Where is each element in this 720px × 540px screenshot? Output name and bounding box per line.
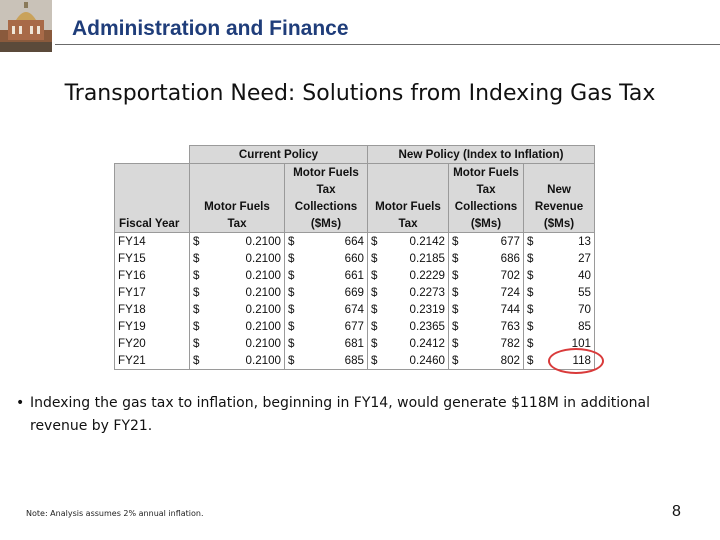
col-fiscal-year: Fiscal Year	[115, 164, 190, 233]
currency-symbol: $	[527, 337, 534, 350]
col-new-revenue: New Revenue ($Ms)	[524, 164, 595, 233]
bullet-text: Indexing the gas tax to inflation, beginning in FY14, would generate $118M in additional revenue by FY21.	[30, 395, 651, 434]
cell-fiscal-year: FY16	[115, 267, 190, 284]
col-motor-fuels-tax-current: Motor Fuels Tax	[190, 164, 285, 233]
cell-value: 686	[500, 252, 520, 265]
currency-symbol: $	[452, 286, 459, 299]
currency-symbol: $	[193, 337, 200, 350]
cell-value: 0.2100	[245, 354, 281, 367]
cell-value: 55	[578, 286, 591, 299]
cell-motor-fuels-tax-new	[368, 318, 449, 335]
currency-symbol: $	[371, 303, 378, 316]
currency-symbol: $	[288, 235, 295, 248]
current-policy-header: Current Policy	[190, 146, 368, 164]
cell-fiscal-year: FY19	[115, 318, 190, 335]
cell-value: 13	[578, 235, 591, 248]
cell-value: 744	[500, 303, 520, 316]
currency-symbol: $	[193, 235, 200, 248]
cell-value: 0.2100	[245, 269, 281, 282]
table-row	[115, 352, 595, 370]
cell-value: 669	[344, 286, 364, 299]
cell-collections-new	[449, 318, 524, 335]
cell-collections-current	[285, 352, 368, 370]
cell-value: 0.2100	[245, 286, 281, 299]
table-column-header-row	[115, 164, 595, 233]
cell-motor-fuels-tax-current	[190, 250, 285, 267]
highlight-circle	[548, 348, 604, 374]
cell-motor-fuels-tax-new	[368, 250, 449, 267]
cell-motor-fuels-tax-current	[190, 318, 285, 335]
cell-new-revenue	[524, 267, 595, 284]
currency-symbol: $	[288, 354, 295, 367]
currency-symbol: $	[371, 252, 378, 265]
currency-symbol: $	[527, 320, 534, 333]
currency-symbol: $	[371, 286, 378, 299]
table-row	[115, 301, 595, 318]
cell-collections-new	[449, 250, 524, 267]
currency-symbol: $	[452, 354, 459, 367]
cell-new-revenue	[524, 301, 595, 318]
cell-collections-current	[285, 301, 368, 318]
currency-symbol: $	[527, 303, 534, 316]
col-motor-fuels-tax-new: Motor Fuels Tax	[368, 164, 449, 233]
cell-new-revenue	[524, 318, 595, 335]
cell-collections-current	[285, 250, 368, 267]
currency-symbol: $	[193, 320, 200, 333]
cell-fiscal-year: FY21	[115, 352, 190, 370]
bullet-point	[16, 392, 700, 438]
cell-fiscal-year: FY14	[115, 233, 190, 251]
cell-value: 0.2319	[409, 303, 445, 316]
cell-motor-fuels-tax-new	[368, 267, 449, 284]
table-group-header-row	[115, 146, 595, 164]
currency-symbol: $	[527, 354, 534, 367]
currency-symbol: $	[371, 320, 378, 333]
currency-symbol: $	[527, 252, 534, 265]
cell-value: 0.2460	[409, 354, 445, 367]
cell-collections-current	[285, 335, 368, 352]
cell-collections-new	[449, 267, 524, 284]
cell-value: 782	[500, 337, 520, 350]
table-row	[115, 284, 595, 301]
cell-fiscal-year: FY15	[115, 250, 190, 267]
cell-value: 101	[571, 337, 591, 350]
cell-value: 661	[344, 269, 364, 282]
header-title: Administration and Finance	[72, 17, 349, 40]
table-row	[115, 233, 595, 251]
cell-value: 677	[344, 320, 364, 333]
currency-symbol: $	[527, 269, 534, 282]
cell-value: 724	[500, 286, 520, 299]
currency-symbol: $	[193, 269, 200, 282]
cell-fiscal-year: FY20	[115, 335, 190, 352]
cell-value: 0.2229	[409, 269, 445, 282]
currency-symbol: $	[452, 303, 459, 316]
gas-tax-table	[114, 145, 595, 370]
cell-value: 0.2100	[245, 320, 281, 333]
cell-collections-current	[285, 284, 368, 301]
col-collections-current: Motor Fuels Tax Collections ($Ms)	[285, 164, 368, 233]
cell-value: 664	[344, 235, 364, 248]
cell-collections-new	[449, 335, 524, 352]
new-policy-header: New Policy (Index to Inflation)	[368, 146, 595, 164]
table-row	[115, 267, 595, 284]
cell-value: 118	[572, 354, 591, 367]
currency-symbol: $	[452, 337, 459, 350]
cell-value: 660	[344, 252, 364, 265]
cell-value: 0.2100	[245, 252, 281, 265]
currency-symbol: $	[288, 269, 295, 282]
cell-collections-new	[449, 352, 524, 370]
cell-value: 0.2100	[245, 337, 281, 350]
cell-motor-fuels-tax-current	[190, 301, 285, 318]
currency-symbol: $	[288, 320, 295, 333]
cell-motor-fuels-tax-new	[368, 301, 449, 318]
cell-motor-fuels-tax-current	[190, 352, 285, 370]
cell-value: 0.2100	[245, 303, 281, 316]
cell-value: 0.2365	[409, 320, 445, 333]
cell-value: 85	[578, 320, 591, 333]
cell-collections-new	[449, 301, 524, 318]
cell-value: 0.2100	[245, 235, 281, 248]
cell-motor-fuels-tax-new	[368, 233, 449, 251]
cell-motor-fuels-tax-new	[368, 352, 449, 370]
table-corner	[115, 146, 190, 164]
currency-symbol: $	[288, 252, 295, 265]
currency-symbol: $	[193, 354, 200, 367]
cell-collections-current	[285, 267, 368, 284]
currency-symbol: $	[527, 235, 534, 248]
cell-value: 0.2412	[409, 337, 445, 350]
cell-collections-new	[449, 233, 524, 251]
slide-title: Transportation Need: Solutions from Indexing Gas Tax	[64, 81, 656, 106]
currency-symbol: $	[452, 269, 459, 282]
cell-value: 677	[500, 235, 520, 248]
table-row	[115, 250, 595, 267]
page-number: 8	[672, 503, 681, 520]
cell-new-revenue	[524, 233, 595, 251]
cell-motor-fuels-tax-new	[368, 335, 449, 352]
cell-value: 0.2142	[409, 235, 445, 248]
table-row	[115, 318, 595, 335]
table-row	[115, 335, 595, 352]
cell-value: 0.2273	[409, 286, 445, 299]
currency-symbol: $	[452, 252, 459, 265]
cell-value: 70	[578, 303, 591, 316]
cell-collections-new	[449, 284, 524, 301]
cell-motor-fuels-tax-current	[190, 335, 285, 352]
cell-motor-fuels-tax-current	[190, 284, 285, 301]
cell-new-revenue	[524, 284, 595, 301]
currency-symbol: $	[452, 235, 459, 248]
currency-symbol: $	[193, 252, 200, 265]
cell-motor-fuels-tax-new	[368, 284, 449, 301]
currency-symbol: $	[193, 303, 200, 316]
cell-fiscal-year: FY18	[115, 301, 190, 318]
bullet-marker: •	[16, 395, 25, 411]
statehouse-logo	[0, 0, 52, 52]
currency-symbol: $	[371, 235, 378, 248]
footnote: Note: Analysis assumes 2% annual inflation.	[26, 509, 204, 518]
col-collections-new: Motor Fuels Tax Collections ($Ms)	[449, 164, 524, 233]
cell-value: 40	[578, 269, 591, 282]
cell-value: 685	[344, 354, 364, 367]
currency-symbol: $	[193, 286, 200, 299]
cell-new-revenue	[524, 250, 595, 267]
cell-motor-fuels-tax-current	[190, 233, 285, 251]
cell-fiscal-year: FY17	[115, 284, 190, 301]
cell-collections-current	[285, 318, 368, 335]
currency-symbol: $	[527, 286, 534, 299]
cell-value: 0.2185	[409, 252, 445, 265]
cell-motor-fuels-tax-current	[190, 267, 285, 284]
currency-symbol: $	[288, 337, 295, 350]
cell-value: 763	[500, 320, 520, 333]
currency-symbol: $	[371, 337, 378, 350]
cell-collections-current	[285, 233, 368, 251]
currency-symbol: $	[371, 354, 378, 367]
header-divider	[55, 44, 720, 45]
currency-symbol: $	[288, 286, 295, 299]
currency-symbol: $	[452, 320, 459, 333]
cell-value: 674	[344, 303, 364, 316]
currency-symbol: $	[288, 303, 295, 316]
cell-value: 802	[500, 354, 520, 367]
cell-value: 702	[500, 269, 520, 282]
cell-value: 27	[578, 252, 591, 265]
currency-symbol: $	[371, 269, 378, 282]
cell-value: 681	[344, 337, 364, 350]
